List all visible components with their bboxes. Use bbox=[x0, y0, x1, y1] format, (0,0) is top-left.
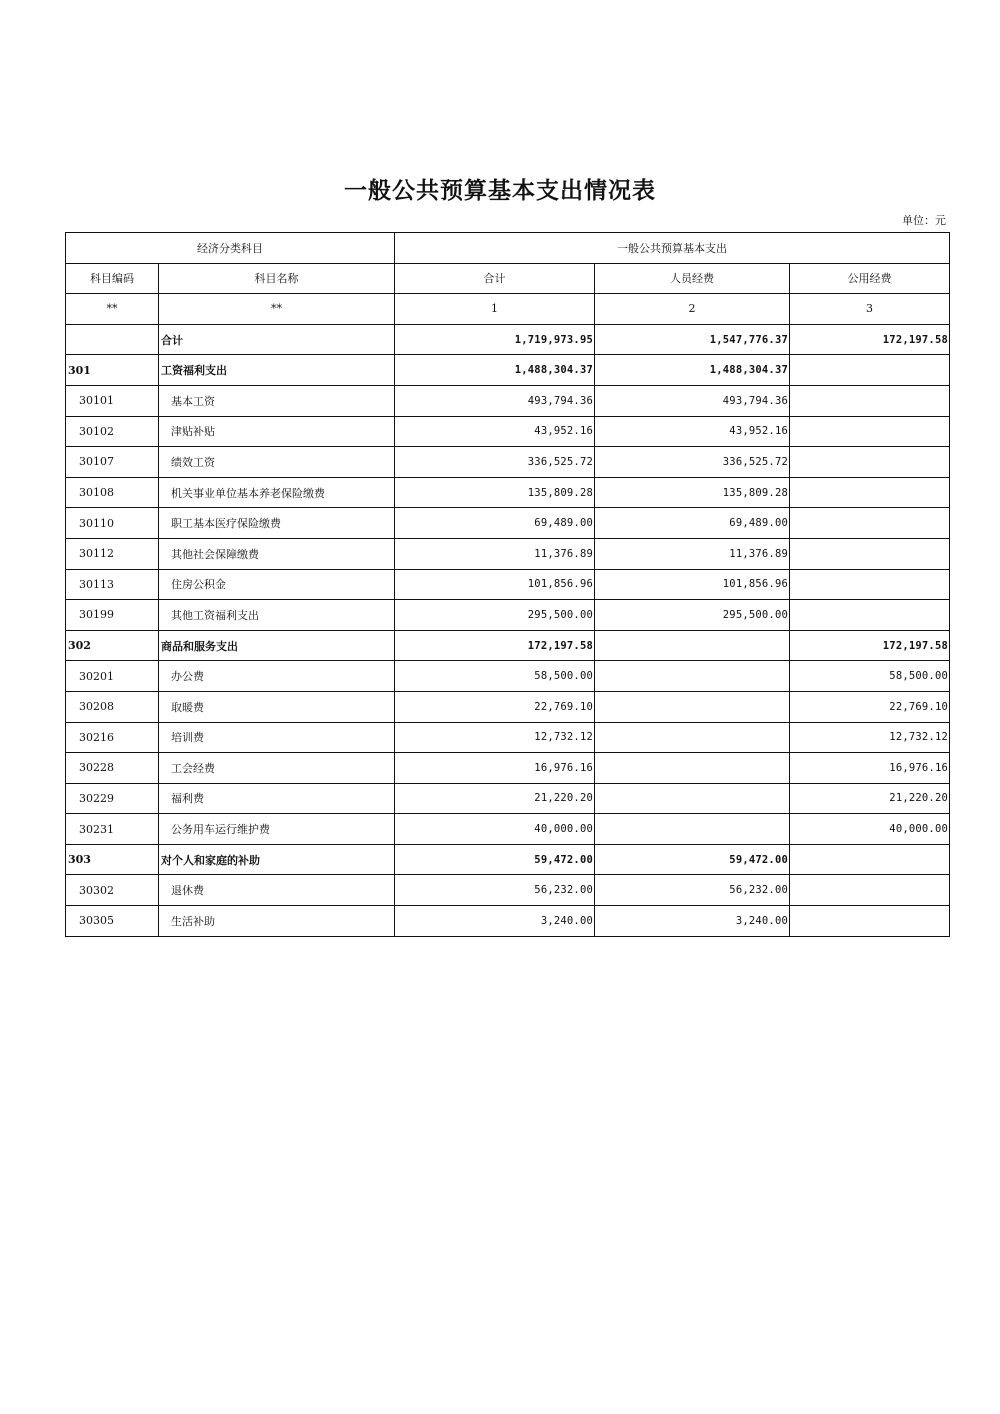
cell-personnel: 56,232.00 bbox=[595, 875, 790, 906]
index-public: 3 bbox=[790, 294, 950, 325]
cell-public bbox=[790, 508, 950, 539]
table-row bbox=[66, 508, 950, 539]
cell-personnel bbox=[595, 753, 790, 784]
cell-public bbox=[790, 844, 950, 875]
cell-personnel bbox=[595, 661, 790, 692]
cell-code: 30229 bbox=[66, 783, 159, 814]
cell-name: 对个人和家庭的补助 bbox=[159, 844, 395, 875]
table-row bbox=[66, 783, 950, 814]
index-total: 1 bbox=[395, 294, 595, 325]
cell-public bbox=[790, 385, 950, 416]
cell-total: 11,376.89 bbox=[395, 538, 595, 569]
cell-public: 172,197.58 bbox=[790, 630, 950, 661]
cell-personnel: 59,472.00 bbox=[595, 844, 790, 875]
header-name: 科目名称 bbox=[159, 263, 395, 294]
cell-total: 3,240.00 bbox=[395, 906, 595, 937]
table-body bbox=[66, 324, 950, 936]
table-row bbox=[66, 416, 950, 447]
cell-public bbox=[790, 538, 950, 569]
cell-code: 30110 bbox=[66, 508, 159, 539]
unit-label: 单位：元 bbox=[902, 214, 946, 227]
cell-code: 30102 bbox=[66, 416, 159, 447]
cell-public bbox=[790, 416, 950, 447]
cell-code: 30216 bbox=[66, 722, 159, 753]
cell-public: 22,769.10 bbox=[790, 691, 950, 722]
table-row bbox=[66, 600, 950, 631]
cell-total: 69,489.00 bbox=[395, 508, 595, 539]
cell-personnel bbox=[595, 630, 790, 661]
cell-public bbox=[790, 355, 950, 386]
index-code: ** bbox=[66, 294, 159, 325]
cell-name: 工资福利支出 bbox=[159, 355, 395, 386]
cell-name: 机关事业单位基本养老保险缴费 bbox=[159, 477, 395, 508]
cell-personnel bbox=[595, 814, 790, 845]
table-row bbox=[66, 630, 950, 661]
cell-name: 其他社会保障缴费 bbox=[159, 538, 395, 569]
cell-personnel: 43,952.16 bbox=[595, 416, 790, 447]
table-row bbox=[66, 691, 950, 722]
cell-total: 21,220.20 bbox=[395, 783, 595, 814]
cell-code: 30108 bbox=[66, 477, 159, 508]
cell-code: 302 bbox=[66, 630, 159, 661]
cell-total: 101,856.96 bbox=[395, 569, 595, 600]
cell-name: 津贴补贴 bbox=[159, 416, 395, 447]
cell-name: 绩效工资 bbox=[159, 447, 395, 478]
table-row bbox=[66, 722, 950, 753]
cell-personnel: 336,525.72 bbox=[595, 447, 790, 478]
header-group-row bbox=[66, 233, 950, 264]
cell-personnel bbox=[595, 722, 790, 753]
header-total: 合计 bbox=[395, 263, 595, 294]
cell-name: 基本工资 bbox=[159, 385, 395, 416]
cell-code: 30112 bbox=[66, 538, 159, 569]
cell-public bbox=[790, 477, 950, 508]
cell-name: 商品和服务支出 bbox=[159, 630, 395, 661]
cell-code: 30201 bbox=[66, 661, 159, 692]
header-index-row bbox=[66, 294, 950, 325]
header-column-row bbox=[66, 263, 950, 294]
cell-code: 303 bbox=[66, 844, 159, 875]
cell-personnel: 101,856.96 bbox=[595, 569, 790, 600]
cell-code: 30305 bbox=[66, 906, 159, 937]
cell-total: 1,719,973.95 bbox=[395, 324, 595, 355]
cell-personnel bbox=[595, 691, 790, 722]
cell-personnel: 493,794.36 bbox=[595, 385, 790, 416]
table-row bbox=[66, 538, 950, 569]
cell-total: 295,500.00 bbox=[395, 600, 595, 631]
cell-name: 培训费 bbox=[159, 722, 395, 753]
cell-public bbox=[790, 569, 950, 600]
header-code: 科目编码 bbox=[66, 263, 159, 294]
cell-public: 12,732.12 bbox=[790, 722, 950, 753]
cell-code bbox=[66, 324, 159, 355]
cell-total: 135,809.28 bbox=[395, 477, 595, 508]
table-row bbox=[66, 324, 950, 355]
cell-total: 12,732.12 bbox=[395, 722, 595, 753]
index-personnel: 2 bbox=[595, 294, 790, 325]
cell-personnel: 69,489.00 bbox=[595, 508, 790, 539]
cell-public bbox=[790, 447, 950, 478]
cell-name: 合计 bbox=[159, 324, 395, 355]
cell-personnel: 1,488,304.37 bbox=[595, 355, 790, 386]
cell-code: 30199 bbox=[66, 600, 159, 631]
cell-name: 取暖费 bbox=[159, 691, 395, 722]
cell-name: 其他工资福利支出 bbox=[159, 600, 395, 631]
cell-total: 56,232.00 bbox=[395, 875, 595, 906]
cell-name: 退休费 bbox=[159, 875, 395, 906]
cell-public bbox=[790, 906, 950, 937]
cell-code: 30101 bbox=[66, 385, 159, 416]
cell-total: 59,472.00 bbox=[395, 844, 595, 875]
cell-public bbox=[790, 875, 950, 906]
cell-name: 生活补助 bbox=[159, 906, 395, 937]
cell-personnel: 11,376.89 bbox=[595, 538, 790, 569]
cell-public: 58,500.00 bbox=[790, 661, 950, 692]
table-row bbox=[66, 661, 950, 692]
cell-code: 30113 bbox=[66, 569, 159, 600]
cell-personnel: 295,500.00 bbox=[595, 600, 790, 631]
table-row bbox=[66, 447, 950, 478]
cell-personnel: 1,547,776.37 bbox=[595, 324, 790, 355]
cell-public bbox=[790, 600, 950, 631]
cell-name: 公务用车运行维护费 bbox=[159, 814, 395, 845]
table-row bbox=[66, 844, 950, 875]
cell-code: 301 bbox=[66, 355, 159, 386]
cell-total: 336,525.72 bbox=[395, 447, 595, 478]
table-row bbox=[66, 753, 950, 784]
cell-name: 职工基本医疗保险缴费 bbox=[159, 508, 395, 539]
cell-name: 福利费 bbox=[159, 783, 395, 814]
table-row bbox=[66, 875, 950, 906]
table-row bbox=[66, 906, 950, 937]
cell-code: 30231 bbox=[66, 814, 159, 845]
table-row bbox=[66, 355, 950, 386]
cell-total: 172,197.58 bbox=[395, 630, 595, 661]
cell-public: 40,000.00 bbox=[790, 814, 950, 845]
cell-name: 住房公积金 bbox=[159, 569, 395, 600]
cell-personnel: 135,809.28 bbox=[595, 477, 790, 508]
cell-code: 30228 bbox=[66, 753, 159, 784]
cell-personnel: 3,240.00 bbox=[595, 906, 790, 937]
table-row bbox=[66, 385, 950, 416]
cell-name: 办公费 bbox=[159, 661, 395, 692]
cell-total: 58,500.00 bbox=[395, 661, 595, 692]
index-name: ** bbox=[159, 294, 395, 325]
cell-code: 30302 bbox=[66, 875, 159, 906]
cell-public: 21,220.20 bbox=[790, 783, 950, 814]
header-economic-category: 经济分类科目 bbox=[66, 233, 395, 264]
table-row bbox=[66, 477, 950, 508]
table-row bbox=[66, 814, 950, 845]
cell-total: 493,794.36 bbox=[395, 385, 595, 416]
cell-personnel bbox=[595, 783, 790, 814]
header-public: 公用经费 bbox=[790, 263, 950, 294]
cell-total: 40,000.00 bbox=[395, 814, 595, 845]
cell-public: 172,197.58 bbox=[790, 324, 950, 355]
header-personnel: 人员经费 bbox=[595, 263, 790, 294]
page-title: 一般公共预算基本支出情况表 bbox=[344, 177, 656, 204]
cell-total: 16,976.16 bbox=[395, 753, 595, 784]
cell-total: 1,488,304.37 bbox=[395, 355, 595, 386]
cell-name: 工会经费 bbox=[159, 753, 395, 784]
budget-table bbox=[65, 232, 950, 937]
table-row bbox=[66, 569, 950, 600]
cell-total: 43,952.16 bbox=[395, 416, 595, 447]
cell-code: 30208 bbox=[66, 691, 159, 722]
cell-code: 30107 bbox=[66, 447, 159, 478]
header-basic-expenditure: 一般公共预算基本支出 bbox=[395, 233, 950, 264]
cell-total: 22,769.10 bbox=[395, 691, 595, 722]
cell-public: 16,976.16 bbox=[790, 753, 950, 784]
